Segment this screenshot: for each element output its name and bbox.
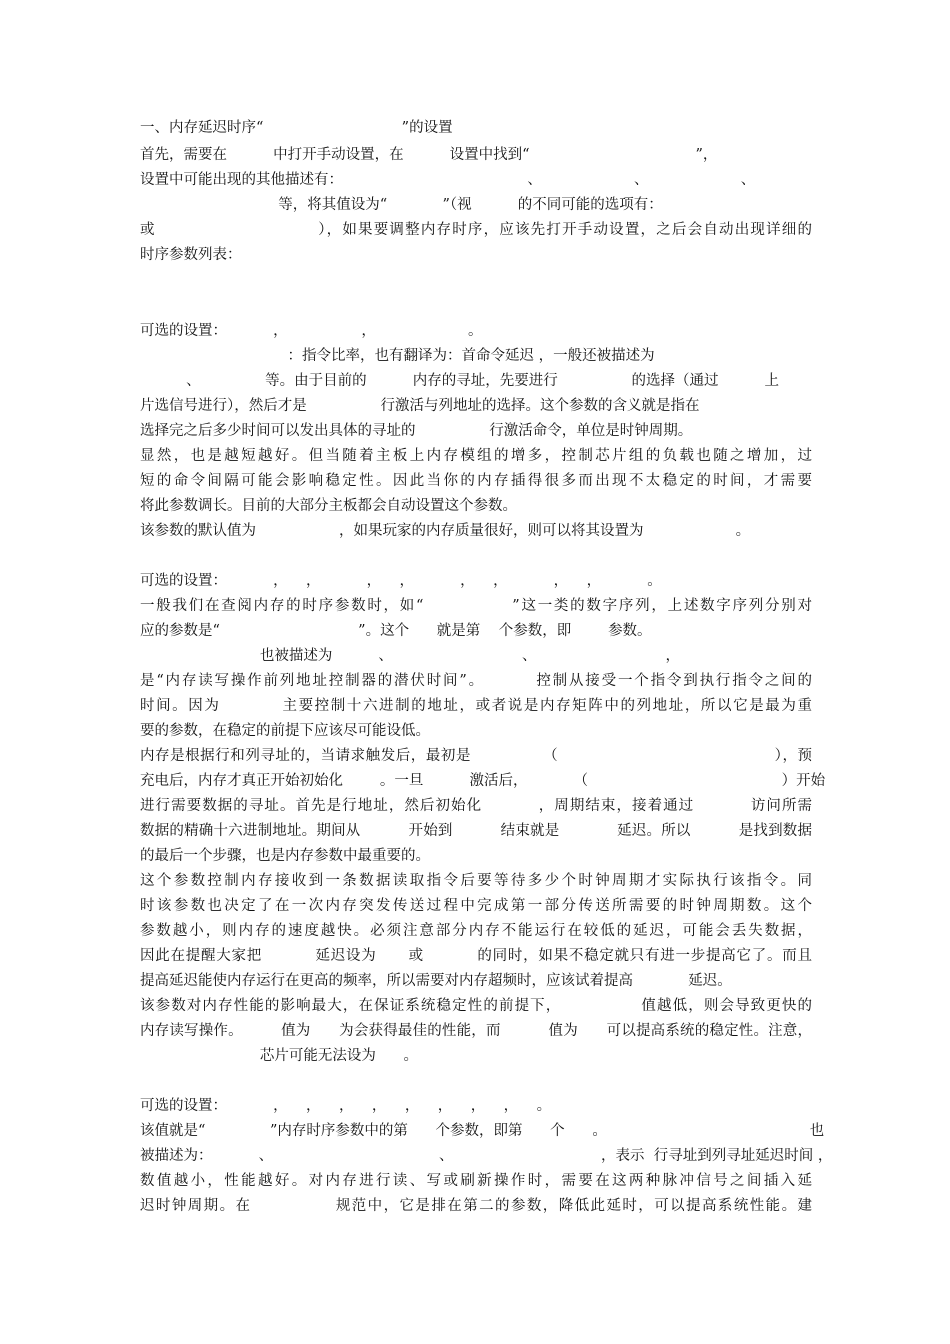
body-text-line: 因此在提醒大家把 延迟设为 或 的同时，如果不稳定就只有进一步提高它了。而且 xyxy=(140,948,812,964)
body-text-line: 芯片可能无法设为 。 xyxy=(140,1048,418,1064)
body-text-line: 数值越小，性能越好。对内存进行读、写或刷新操作时，需要在这两种脉冲信号之间插入延 xyxy=(140,1173,812,1189)
body-text-line: 显然，也是越短越好。但当随着主板上内存模组的增多，控制芯片组的负载也随之增加，过 xyxy=(140,448,812,464)
body-text-line: 充电后，内存才真正开始初始化 。一旦 激活后， （ ）开始 xyxy=(140,773,826,789)
body-text-line: 参数越小，则内存的速度越快。必须注意部分内存不能运行在较低的延迟，可能会丢失数据， xyxy=(140,923,812,939)
body-text-line: 设置中可能出现的其他描述有： 、 、 、 xyxy=(140,172,756,188)
body-text-line: 首先，需要在 中打开手动设置，在 设置中找到“ ”， xyxy=(140,147,718,163)
body-text-line: 或 ），如果要调整内存时序，应该先打开手动设置，之后会自动出现详细的 xyxy=(140,222,812,238)
body-text-line: 该值就是“ ”内存时序参数中的第 个参数，即第 个 。 也 xyxy=(140,1123,825,1139)
body-text-line: 片选信号进行），然后才是 行激活与列地址的选择。这个参数的含义就是指在 xyxy=(140,398,700,414)
body-text-line: 被描述为： 、 、 ，表示 行寻址到列寻址延迟时间 ， xyxy=(140,1148,833,1164)
body-text-line: 进行需要数据的寻址。首先是行地址，然后初始化 ，周期结束，接着通过 访问所需 xyxy=(140,798,812,814)
body-text-line: 要的参数，在稳定的前提下应该尽可能设低。 xyxy=(140,723,430,739)
body-text-line: 将此参数调长。目前的大部分主板都会自动设置这个参数。 xyxy=(140,498,517,514)
body-text-line: 内存读写操作。 值为 为会获得最佳的性能，而 值为 可以提高系统的稳定性。注意， xyxy=(140,1023,812,1039)
body-text-line: 时间。因为 主要控制十六进制的地址，或者说是内存矩阵中的列地址，所以它是最为重 xyxy=(140,698,812,714)
body-text-line: 该参数对内存性能的影响最大，在保证系统稳定性的前提下， 值越低，则会导致更快的 xyxy=(140,998,812,1014)
body-text-line: 时序参数列表： xyxy=(140,247,242,263)
body-text-line: 时该参数也决定了在一次内存突发传送过程中完成第一部分传送所需要的时钟周期数。这个 xyxy=(140,898,812,914)
body-text-line: 这个参数控制内存接收到一条数据读取指令后要等待多少个时钟周期才实际执行该指令。同 xyxy=(140,873,812,889)
body-text-line: 的最后一个步骤，也是内存参数中最重要的。 xyxy=(140,848,430,864)
body-text-line: 应的参数是“ ”。这个 就是第 个参数，即 参数。 xyxy=(140,623,652,639)
body-text-line: 一般我们在查阅内存的时序参数时，如“ ”这一类的数字序列，上述数字序列分别对 xyxy=(140,598,812,614)
body-text-line: 提高延迟能使内存运行在更高的频率，所以需要对内存超频时，应该试着提高 延迟。 xyxy=(140,973,732,989)
body-text-line: 数据的精确十六进制地址。期间从 开始到 结束就是 延迟。所以 是找到数据 xyxy=(140,823,812,839)
body-text-line: 内存是根据行和列寻址的，当请求触发后，最初是 （ ），预 xyxy=(140,748,812,764)
body-text-line: 、 等。由于目前的 内存的寻址，先要进行 的选择（通过 上 xyxy=(140,373,780,389)
body-text-line: 是“内存读写操作前列地址控制器的潜伏时间”。 控制从接受一个指令到执行指令之间的 xyxy=(140,673,812,689)
body-text-line: 选择完之后多少时间可以发出具体的寻址的 行激活命令，单位是时钟周期。 xyxy=(140,423,693,439)
body-text-line: ：指令比率，也有翻译为：首命令延迟 ，一般还被描述为 xyxy=(140,348,655,364)
body-text-line: 可选的设置： ， ， 。 xyxy=(140,323,483,339)
body-text-line: 可选的设置： ， ， ， ， ， ， ， ， 。 xyxy=(140,573,662,589)
body-text-line: 该参数的默认值为 ，如果玩家的内存质量很好，则可以将其设置为 。 xyxy=(140,523,751,539)
body-text-line: 可选的设置： ， ， ， ， ， ， ， ， 。 xyxy=(140,1098,552,1114)
body-text-line: 也被描述为 、 、 ， xyxy=(140,648,681,664)
body-text-line: 短的命令间隔可能会影响稳定性。因此当你的内存插得很多而出现不太稳定的时间，才需要 xyxy=(140,473,812,489)
body-text-line: 迟时钟周期。在 规范中，它是排在第二的参数，降低此延时，可以提高系统性能。建 xyxy=(140,1198,812,1214)
section-heading: 一、内存延迟时序“ ”的设置 xyxy=(140,120,453,136)
body-text-line: 等，将其值设为“ ”（视 的不同可能的选项有： xyxy=(140,197,663,213)
